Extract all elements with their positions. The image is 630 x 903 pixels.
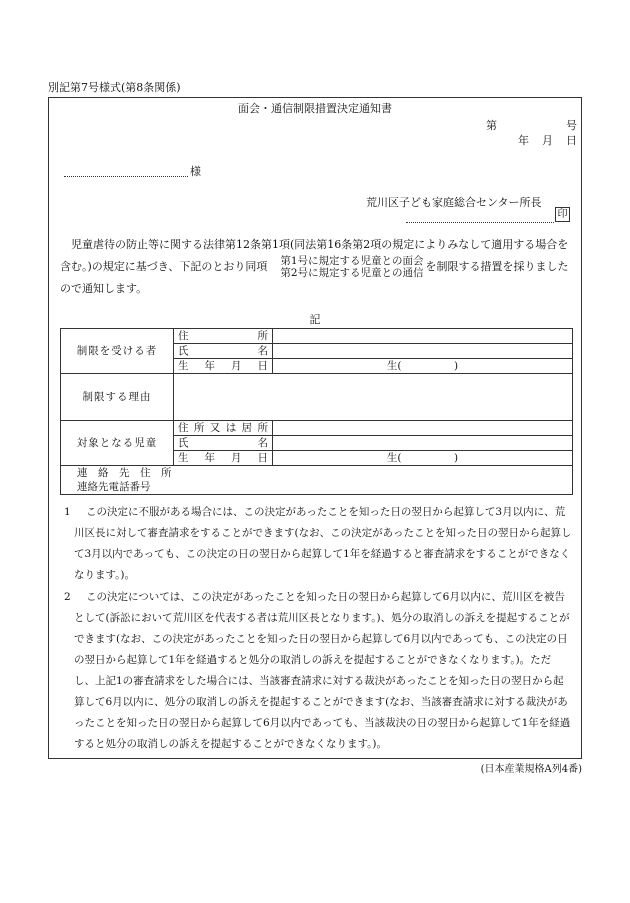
body-part1: 児童虐待の防止等に関する法律第12条第1項(同法第16条第2項の規定によりみなして適用する場合を含む。)の規定に基づき、下記のとおり同項 <box>60 238 569 273</box>
notice-body <box>60 235 572 299</box>
paper-size-footer: (日本産業規格A列4番) <box>480 764 582 775</box>
number-go: 号 <box>566 119 577 132</box>
ki-heading: 記 <box>309 313 321 326</box>
note-1 <box>64 502 572 586</box>
restricted-birthdate-label: 生 年 月 日 <box>174 359 273 374</box>
restricted-name-field[interactable] <box>273 344 573 359</box>
issuer-name-line <box>406 222 554 223</box>
option-communication: 第2号に規定する児童との通信 <box>280 267 424 279</box>
restricted-name-label: 氏 名 <box>174 344 273 359</box>
document-title: 面会・通信制限措置決定通知書 <box>238 102 392 115</box>
note-2-text: この決定については、この決定があったことを知った日の翌日から起算して6月以内に、荒川区を被告として(訴訟において荒川区を代表する者は荒川区長となります。)、処分の取消しの訴えを提起することができます(なお、この決定があったことを知った日の翌日から起算して6月以内であっても、この決定の日の翌日から起算して1年を経過すると処分の取消しの訴えを提起することができなくなります。)。ただし、上記1の審査請求をした場合には、当該審査請求に対する裁決があったことを知った日の翌日から起算して6月以内に、処分の取消しの訴えを提起することができます(なお、当該審査請求に対する裁決があったことを知った日の翌日から起算して6月以内であっても、当該裁決の日の翌日から起算して1年を経過すると処分の取消しの訴えを提起することができなくなります。)。 <box>74 591 571 750</box>
contact-info-cell[interactable] <box>61 466 573 495</box>
date-day: 日 <box>566 134 577 147</box>
restricted-address-field[interactable] <box>273 329 573 344</box>
reason-heading: 制限する理由 <box>61 374 174 421</box>
note-2 <box>64 587 572 755</box>
option-stack <box>269 255 423 279</box>
seal-mark: 印 <box>555 207 570 222</box>
addressee-line <box>64 176 188 177</box>
restricted-person-heading: 制限を受ける者 <box>61 329 174 374</box>
child-name-label: 氏 名 <box>174 436 273 451</box>
child-birthdate-field[interactable]: 生( ) <box>273 451 573 466</box>
contact-phone-label: 連絡先電話番号 <box>77 481 151 493</box>
option-meeting: 第1号に規定する児童との面会 <box>280 255 424 267</box>
target-child-heading: 対象となる児童 <box>61 421 174 466</box>
child-birthdate-label: 生 年 月 日 <box>174 451 273 466</box>
date-year: 年 <box>518 134 529 147</box>
restricted-birthdate-field[interactable]: 生( ) <box>273 359 573 374</box>
child-name-field[interactable] <box>273 436 573 451</box>
restricted-address-label: 住 所 <box>174 329 273 344</box>
note-1-number: 1 <box>64 506 71 518</box>
number-dai: 第 <box>486 119 497 132</box>
contact-address-label: 連 絡 先 住 所 <box>77 467 172 479</box>
note-1-text: この決定に不服がある場合には、この決定があったことを知った日の翌日から起算して3月以内に、荒川区長に対して審査請求をすることができます(なお、この決定があったことを知った日の翌日から起算して3月以内であっても、この決定の日の翌日から起算して1年を経過すると審査請求をすることができなくなります。)。 <box>74 506 572 581</box>
info-table <box>60 328 573 495</box>
reason-field[interactable] <box>174 374 573 421</box>
issuer-title: 荒川区子ども家庭総合センター所長 <box>366 196 542 209</box>
note-2-number: 2 <box>64 591 71 603</box>
form-id: 別記第7号様式(第8条関係) <box>48 81 181 94</box>
addressee-suffix: 様 <box>190 165 201 178</box>
body-part2: を制限する措置を採りましたので通知します。 <box>60 260 569 295</box>
child-address-field[interactable] <box>273 421 573 436</box>
child-address-label: 住所又は居所 <box>174 421 273 436</box>
date-month: 月 <box>542 134 553 147</box>
